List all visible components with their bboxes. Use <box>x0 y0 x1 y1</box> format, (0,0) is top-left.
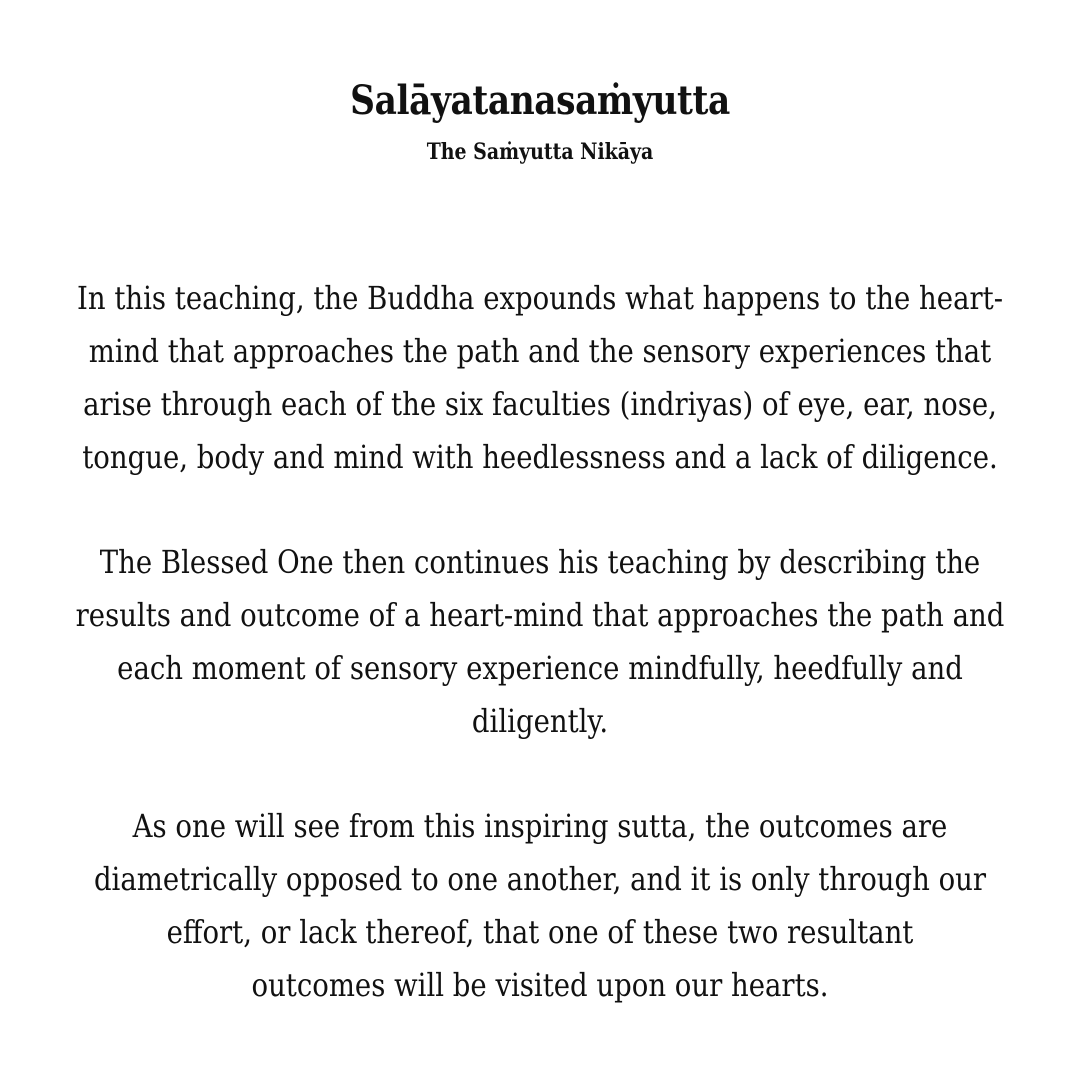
page-title: Salāyatanasaṁyutta <box>350 77 730 124</box>
paragraph-2-line-3: each moment of sensory experience mindfully, heedfully and <box>117 649 963 687</box>
paragraph-2-line-4: diligently. <box>471 702 609 740</box>
paragraph-1-line-1: In this teaching, the Buddha expounds what happens to the heart- <box>76 279 1003 317</box>
paragraph-3-line-1: As one will see from this inspiring sutta, the outcomes are <box>132 807 948 845</box>
paragraph-1-line-3: arise through each of the six faculties (indriyas) of eye, ear, nose, <box>83 385 997 423</box>
paragraph-3-line-4: outcomes will be visited upon our hearts. <box>251 966 829 1004</box>
paragraph-3 <box>0 800 1080 1012</box>
page-subtitle: The Saṁyutta Nikāya <box>426 139 654 165</box>
paragraph-1-line-2: mind that approaches the path and the sensory experiences that <box>88 332 992 370</box>
paragraph-3-line-3: effort, or lack thereof, that one of these two resultant <box>166 913 914 951</box>
paragraph-3-line-2: diametrically opposed to one another, and it is only through our <box>93 860 987 898</box>
paragraph-2 <box>0 536 1080 748</box>
paragraph-1 <box>0 272 1080 484</box>
paragraph-1-line-4: tongue, body and mind with heedlessness and a lack of diligence. <box>82 438 998 476</box>
paragraph-2-line-2: results and outcome of a heart-mind that approaches the path and <box>75 596 1005 634</box>
paragraph-2-line-1: The Blessed One then continues his teaching by describing the <box>99 543 981 581</box>
